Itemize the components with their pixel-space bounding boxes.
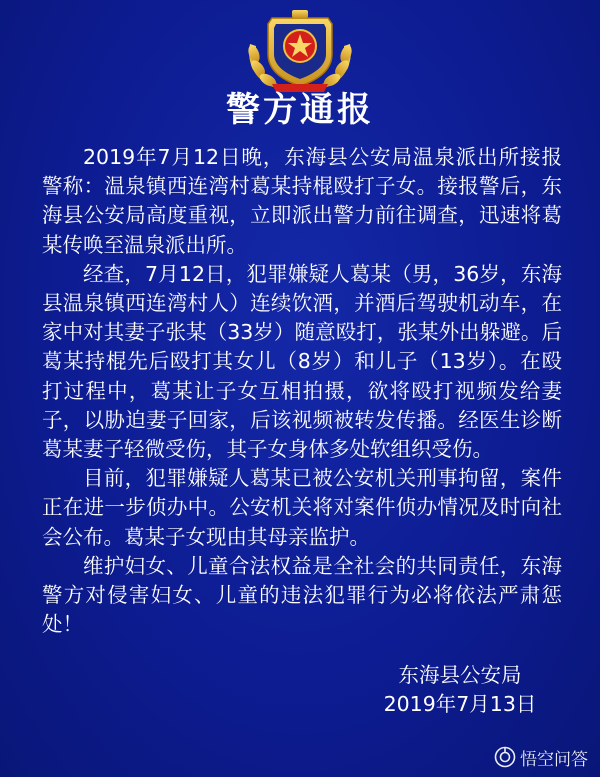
signature-org: 东海县公安局 bbox=[398, 663, 522, 687]
watermark-text: 悟空问答 bbox=[520, 749, 588, 770]
wukong-logo-icon bbox=[494, 746, 516, 768]
notice-body bbox=[42, 143, 562, 639]
notice-paragraph: 2019年7月12日晚，东海县公安局温泉派出所接报警称：温泉镇西连湾村葛某持棍殴打子女。接报警后，东海县公安局高度重视，立即派出警力前往调查，迅速将葛某传唤至温泉派出所。 bbox=[42, 145, 562, 257]
notice-paragraph: 维护妇女、儿童合法权益是全社会的共同责任，东海警方对侵害妇女、儿童的违法犯罪行为必将依法严肃惩处！ bbox=[42, 553, 562, 637]
notice-paragraph: 目前，犯罪嫌疑人葛某已被公安机关刑事拘留，案件正在进一步侦办中。公安机关将对案件侦办情况及时向社会公布。葛某子女现由其母亲监护。 bbox=[42, 466, 562, 549]
signature-date: 2019年7月13日 bbox=[383, 692, 537, 716]
notice-signature bbox=[360, 661, 560, 719]
notice-paragraph: 经查，7月12日，犯罪嫌疑人葛某（男，36岁，东海县温泉镇西连湾村人）连续饮酒，并酒后驾驶机动车，在家中对其妻子张某（33岁）随意殴打，张某外出躲避。后葛某持棍先后殴打其女儿（8岁）和儿子（13岁）。在殴打过程中，葛某让子女互相拍摄，欲将殴打视频发给妻子，以胁迫妻子回家，后该视频被转发传播。经医生诊断葛某妻子轻微受伤，其子女身体多处软组织受伤。 bbox=[42, 261, 562, 462]
notice-title: 警方通报 bbox=[226, 90, 374, 130]
wukong-watermark bbox=[494, 745, 588, 769]
police-emblem-icon bbox=[232, 4, 368, 94]
